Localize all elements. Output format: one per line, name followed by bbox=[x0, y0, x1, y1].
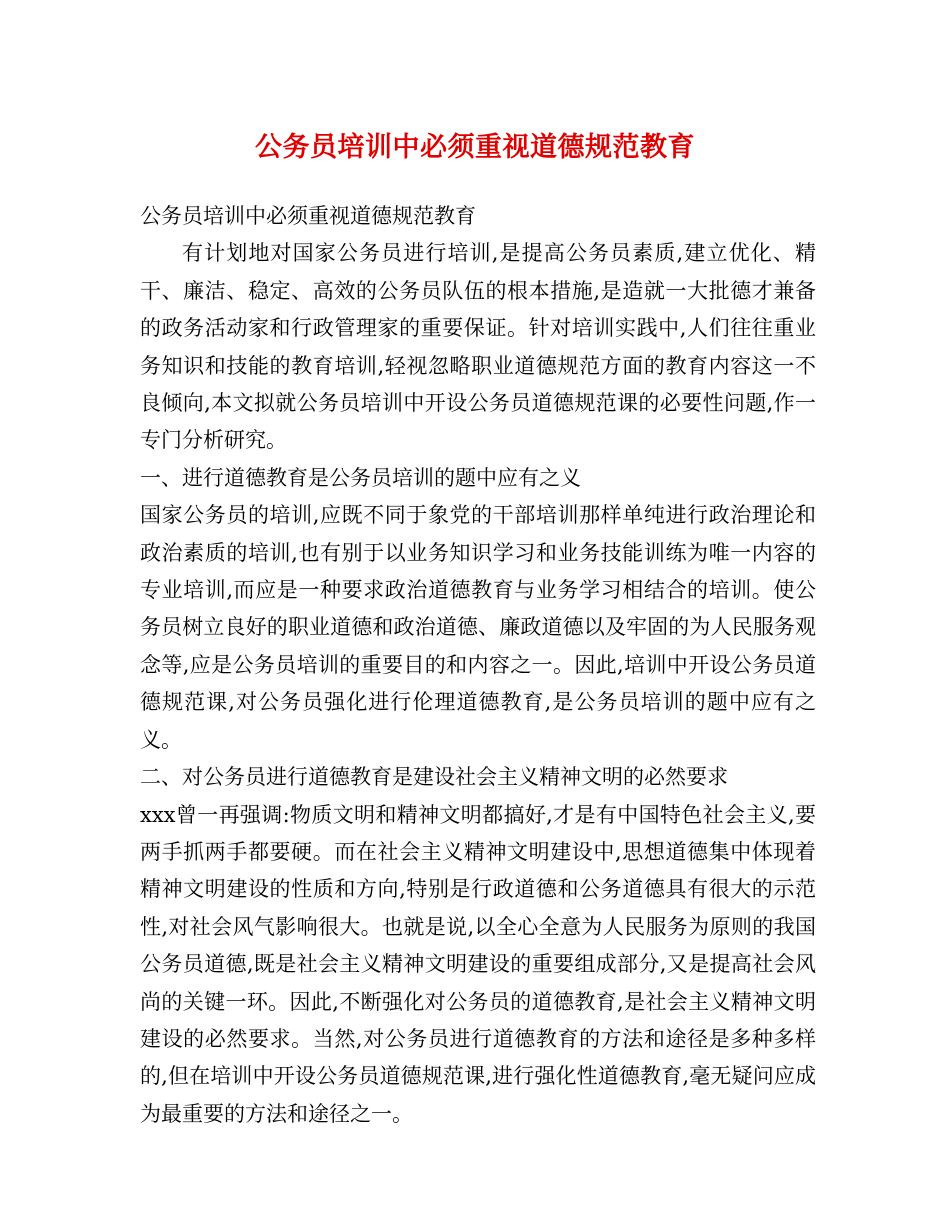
section-1-heading: 一、进行道德教育是公务员培训的题中应有之义 bbox=[140, 465, 581, 490]
section-2-heading: 二、对公务员进行道德教育是建设社会主义精神文明的必然要求 bbox=[140, 765, 728, 790]
intro-paragraph: 有计划地对国家公务员进行培训,是提高公务员素质,建立优化、精干、廉洁、稳定、高效的公务员队伍的根本措施,是造就一大批德才兼备的政务活动家和行政管理家的重要保证。针对培训实践中,人们往往重业务知识和技能的教育培训,轻视忽略职业道德规范方面的教育内容这一不良倾向,本文拟就公务员培训中开设公务员道德规范课的必要性问题,作一专门分析研究。 bbox=[140, 241, 816, 453]
section-2-paragraph: xxx曾一再强调:物质文明和精神文明都搞好,才是有中国特色社会主义,要两手抓两手都要硬。而在社会主义精神文明建设中,思想道德集中体现着精神文明建设的性质和方向,特别是行政道德和公务道德具有很大的示范性,对社会风气影响很大。也就是说,以全心全意为人民服务为原则的我国公务员道德,既是社会主义精神文明建设的重要组成部分,又是提高社会风尚的关键一环。因此,不断强化对公务员的道德教育,是社会主义精神文明建设的必然要求。当然,对公务员进行道德教育的方法和途径是多种多样的,但在培训中开设公务员道德规范课,进行强化性道德教育,毫无疑问应成为最重要的方法和途径之一。 bbox=[140, 802, 816, 1126]
document-title: 公务员培训中必须重视道德规范教育 bbox=[255, 132, 695, 163]
document-body bbox=[140, 198, 816, 1133]
subtitle-line: 公务员培训中必须重视道德规范教育 bbox=[140, 204, 476, 228]
section-1-paragraph: 国家公务员的培训,应既不同于象党的干部培训那样单纯进行政治理论和政治素质的培训,也有别于以业务知识学习和业务技能训练为唯一内容的专业培训,而应是一种要求政治道德教育与业务学习相结合的培训。使公务员树立良好的职业道德和政治道德、廉政道德以及牢固的为人民服务观念等,应是公务员培训的重要目的和内容之一。因此,培训中开设公务员道德规范课,对公务员强化进行伦理道德教育,是公务员培训的题中应有之义。 bbox=[140, 503, 816, 752]
